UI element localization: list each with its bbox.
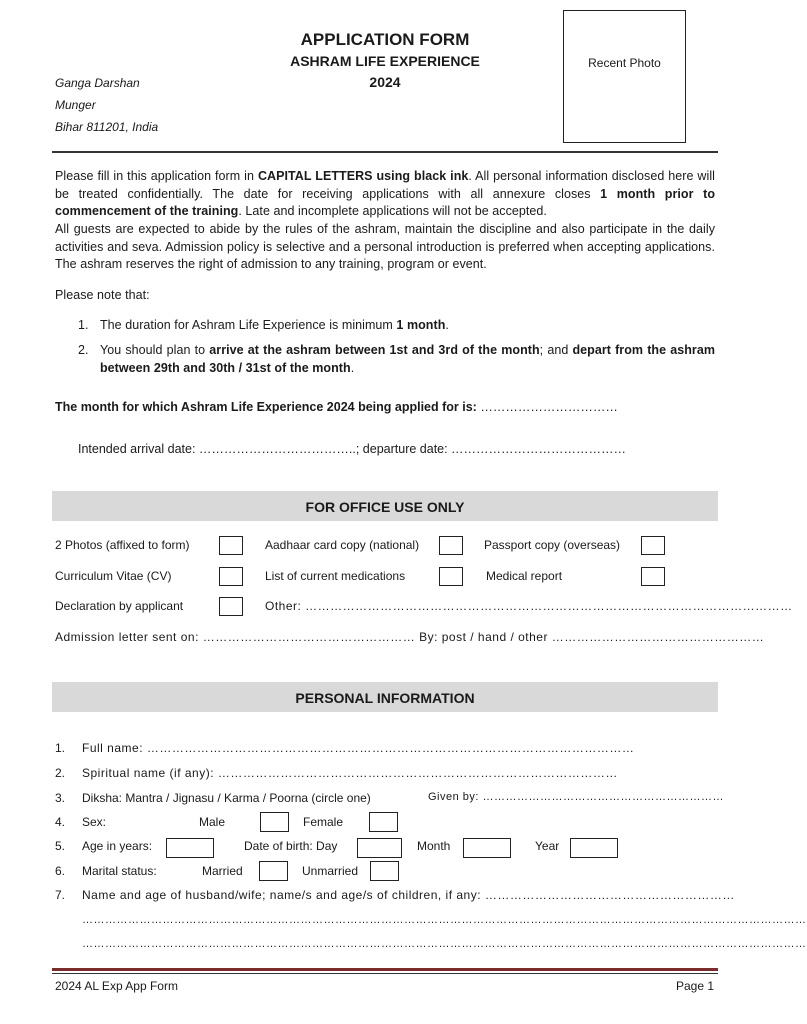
dob-day-label: Date of birth: Day xyxy=(244,839,338,853)
item-number: 7. xyxy=(55,888,66,902)
footer-left: 2024 AL Exp App Form xyxy=(55,979,178,993)
dates-line[interactable]: Intended arrival date: ………………………………..; departure date: …………………………………… xyxy=(78,442,627,456)
age-label: Age in years: xyxy=(82,839,153,853)
note-label: Please note that: xyxy=(55,288,150,302)
label-declaration: Declaration by applicant xyxy=(55,599,184,613)
label-passport: Passport copy (overseas) xyxy=(484,538,621,552)
address-line: Bihar 811201, India xyxy=(55,120,159,134)
sex-label: Sex: xyxy=(82,815,107,829)
footer-rule xyxy=(52,968,718,971)
admission-letter-line[interactable]: Admission letter sent on: …………………………………………… By: post / hand / other …………………………………………… xyxy=(55,630,765,644)
month-field[interactable]: …………………………… xyxy=(480,400,618,414)
intro-paragraph-1: Please fill in this application form in CAPITAL LETTERS using black ink. All personal information disclosed here will be treated confidentially. The date for receiving applications with all annexure closes 1 month prior to commencement of the training. Late and incomplete applications will not be accepted. xyxy=(55,169,716,218)
marital-status-label: Marital status: xyxy=(82,864,157,878)
item-number: 3. xyxy=(55,791,66,805)
item-number: 6. xyxy=(55,864,66,878)
label-cv: Curriculum Vitae (CV) xyxy=(55,569,172,583)
form-year: 2024 xyxy=(369,74,401,90)
intro-paragraph-2: All guests are expected to abide by the rules of the ashram, maintain the discipline and also participate in the daily activities and seva. Admission policy is selective and a personal introduction is preferred when accepting applications. The ashram reserves the right of admission to any training, program or event. xyxy=(55,222,715,271)
form-title: APPLICATION FORM xyxy=(300,30,470,49)
full-name-field[interactable]: Full name: ……………………………………………………………………………………………………… xyxy=(82,741,635,755)
form-subtitle: ASHRAM LIFE EXPERIENCE xyxy=(290,53,480,69)
address-line: Munger xyxy=(55,98,96,112)
footer-page-number: Page 1 xyxy=(676,979,715,993)
dob-month-label: Month xyxy=(417,839,451,853)
female-label: Female xyxy=(303,815,344,829)
footer-rule-thin xyxy=(52,973,718,974)
item-number: 1. xyxy=(55,741,66,755)
note-item-2: 2. You should plan to arrive at the ashram between 1st and 3rd of the month; and depart from the ashram between 29th and 30th / 31st of the month. xyxy=(78,343,716,375)
dob-day-box[interactable] xyxy=(357,838,402,858)
family-field-continuation-1[interactable]: ……………………………………………………………………………………………………………………………………………………………………… xyxy=(82,914,807,926)
male-label: Male xyxy=(199,815,226,829)
diksha-field[interactable]: Diksha: Mantra / Jignasu / Karma / Poorna (circle one) xyxy=(82,791,371,805)
checkbox-unmarried[interactable] xyxy=(370,861,399,881)
personal-info-heading: PERSONAL INFORMATION xyxy=(52,682,718,712)
checkbox-declaration[interactable] xyxy=(219,597,243,616)
photo-label: Recent Photo xyxy=(588,56,661,70)
photo-box[interactable] xyxy=(563,10,686,143)
dob-year-box[interactable] xyxy=(570,838,618,858)
checkbox-photos[interactable] xyxy=(219,536,243,555)
label-medications: List of current medications xyxy=(265,569,406,583)
note-item-1: 1. The duration for Ashram Life Experience is minimum 1 month. xyxy=(78,318,449,332)
checkbox-medications[interactable] xyxy=(439,567,463,586)
checkbox-cv[interactable] xyxy=(219,567,243,586)
checkbox-aadhaar[interactable] xyxy=(439,536,463,555)
family-field[interactable]: Name and age of husband/wife; name/s and age/s of children, if any: …………………………………………………… xyxy=(82,888,735,902)
checkbox-medical[interactable] xyxy=(641,567,665,586)
given-by-field[interactable]: Given by: ……………………………………………………… xyxy=(428,791,725,803)
checkbox-married[interactable] xyxy=(259,861,288,881)
office-use-heading: FOR OFFICE USE ONLY xyxy=(52,491,718,521)
spiritual-name-field[interactable]: Spiritual name (if any): …………………………………………………………………………………… xyxy=(82,766,618,780)
header-divider xyxy=(52,151,718,153)
dob-year-label: Year xyxy=(535,839,560,853)
family-field-continuation-2[interactable]: ……………………………………………………………………………………………………………………………………………………………………… xyxy=(82,938,807,950)
dob-month-box[interactable] xyxy=(463,838,511,858)
label-aadhaar: Aadhaar card copy (national) xyxy=(265,538,420,552)
checkbox-female[interactable] xyxy=(369,812,398,832)
unmarried-label: Unmarried xyxy=(302,864,359,878)
checkbox-male[interactable] xyxy=(260,812,289,832)
item-number: 5. xyxy=(55,839,66,853)
married-label: Married xyxy=(202,864,243,878)
address-block xyxy=(55,72,158,138)
checkbox-passport[interactable] xyxy=(641,536,665,555)
month-question: The month for which Ashram Life Experience 2024 being applied for is: …………………………… xyxy=(55,400,618,414)
label-medical: Medical report xyxy=(486,569,563,583)
age-input-box[interactable] xyxy=(166,838,214,858)
item-number: 4. xyxy=(55,815,66,829)
label-photos: 2 Photos (affixed to form) xyxy=(55,538,190,552)
item-number: 2. xyxy=(55,766,66,780)
other-field[interactable]: Other: ……………………………………………………………………………………………………… xyxy=(265,599,793,613)
address-line: Ganga Darshan xyxy=(55,76,140,90)
